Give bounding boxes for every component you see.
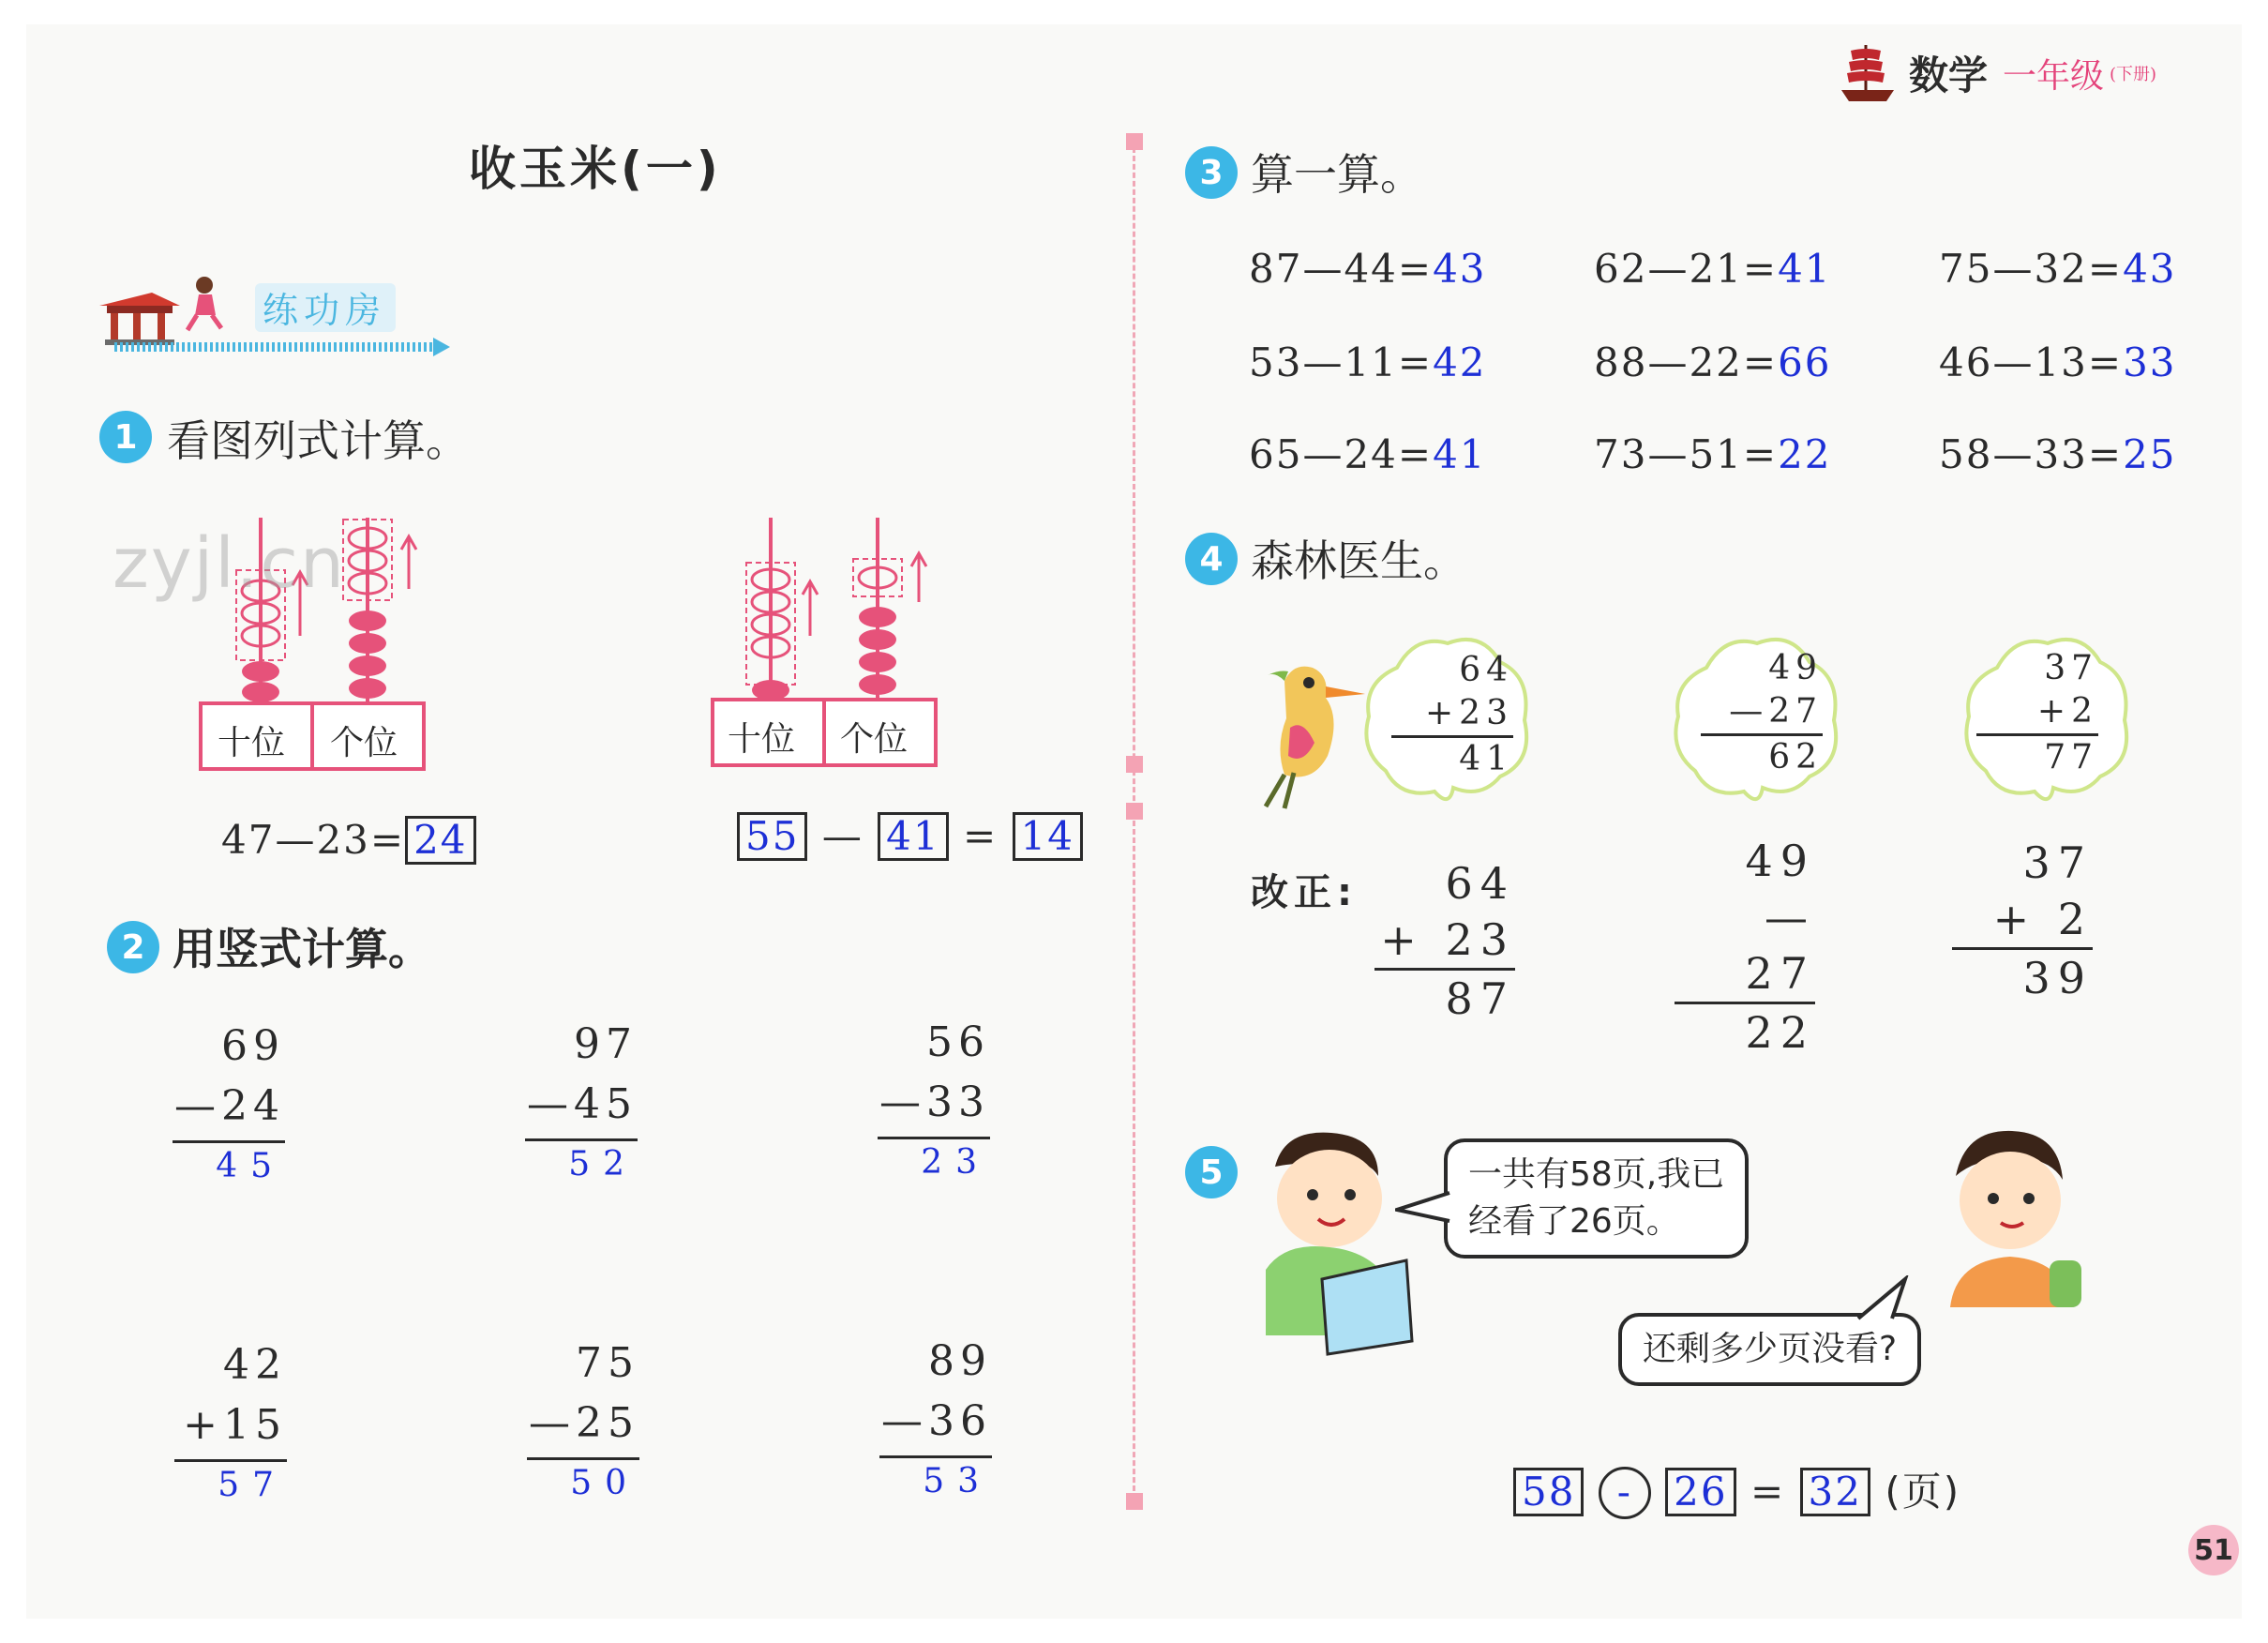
vcalc-6-result[interactable]: 53	[923, 1462, 992, 1500]
vertical-calc-1	[173, 1017, 285, 1190]
correction-3-bottom: + 2	[1992, 894, 2093, 944]
correction-2-top: 49	[1745, 836, 1815, 886]
vcalc-2-result[interactable]: 52	[568, 1145, 638, 1183]
q2-text: 用竖式计算。	[173, 924, 431, 974]
q3-item-1-expr: 87—44=	[1249, 246, 1434, 292]
q3-item-5-expr: 88—22=	[1594, 339, 1779, 385]
q3-item-2-expr: 62—21=	[1594, 246, 1779, 292]
vcalc-1-bottom: —24	[174, 1082, 285, 1130]
q3-item-8-expr: 73—51=	[1594, 431, 1779, 477]
q3-item-9-expr: 58—33=	[1939, 431, 2124, 477]
abacus-2-ones-label: 个位	[840, 720, 909, 759]
correction-1-bottom: + 23	[1380, 914, 1515, 965]
q3-item-4-expr: 53—11=	[1249, 339, 1434, 385]
vcalc-5-bottom: —25	[529, 1399, 639, 1447]
grade-label: 一年级	[2003, 56, 2105, 96]
q3-item-6-answer[interactable]: 33	[2123, 339, 2177, 385]
q3-item-8	[1594, 431, 1832, 477]
q3-item-1-answer[interactable]: 43	[1433, 246, 1487, 292]
divider-marker-mid1	[1126, 756, 1143, 773]
vcalc-3-top: 56	[926, 1018, 990, 1066]
vertical-calc-4	[174, 1335, 287, 1509]
bubble-calc-1	[1391, 649, 1513, 781]
q5-number: 5	[1185, 1146, 1238, 1198]
speech-bubble-1	[1444, 1138, 1749, 1259]
bubble-2-result: 62	[1768, 738, 1823, 776]
correction-2-result[interactable]: 22	[1745, 1007, 1815, 1058]
bubble-3-bottom: +2	[2036, 692, 2098, 731]
correction-3-result[interactable]: 39	[2022, 953, 2093, 1003]
abacus-1-ones-label: 个位	[330, 724, 398, 762]
q4-text: 森林医生。	[1251, 535, 1466, 586]
abacus-2-tens-label: 十位	[728, 720, 796, 759]
q5-c[interactable]: 32	[1800, 1468, 1870, 1516]
q3-item-1	[1249, 246, 1487, 292]
q1-eq2-eq: =	[962, 813, 999, 859]
speech-1-line1: 一共有58页,我已	[1468, 1155, 1725, 1194]
bubble-calc-3	[1976, 647, 2098, 779]
q3-item-5	[1594, 339, 1832, 385]
woodpecker-icon	[1247, 653, 1369, 812]
vcalc-6-top: 89	[928, 1337, 992, 1385]
speech-1-tail	[1395, 1189, 1451, 1227]
bubble-1-bottom: +23	[1425, 694, 1513, 732]
q3-item-7	[1249, 431, 1487, 477]
drill-label: 练功房	[263, 290, 387, 331]
q1-text: 看图列式计算。	[167, 415, 469, 466]
bubble-2-bottom: —27	[1729, 692, 1823, 731]
q1-equation-2	[737, 812, 1083, 861]
q3-item-7-answer[interactable]: 41	[1433, 431, 1487, 477]
vcalc-4-top: 42	[223, 1341, 287, 1389]
junk-ship-icon	[1838, 39, 1898, 107]
q1-eq1-answer[interactable]: 24	[405, 816, 475, 865]
pavilion-icon	[99, 293, 180, 345]
q3-item-9	[1939, 431, 2177, 477]
boy-reading-icon	[1247, 1120, 1425, 1360]
q5-op[interactable]: -	[1599, 1467, 1651, 1519]
q1-eq2-b[interactable]: 41	[878, 812, 948, 861]
bubble-calc-2	[1701, 647, 1823, 779]
q5-unit: (页)	[1885, 1469, 1961, 1515]
q3-item-5-answer[interactable]: 66	[1778, 339, 1832, 385]
q3-item-9-answer[interactable]: 25	[2123, 431, 2177, 477]
bubble-3-result: 77	[2044, 738, 2098, 776]
correction-2	[1675, 833, 1815, 1061]
q5-eq: =	[1750, 1469, 1786, 1515]
q3-item-4-answer[interactable]: 42	[1433, 339, 1487, 385]
q5-a[interactable]: 58	[1513, 1468, 1584, 1516]
page-number: 51	[2188, 1525, 2239, 1575]
q1-eq2-minus: —	[821, 813, 864, 859]
vcalc-5-top: 75	[576, 1339, 639, 1387]
q2-number: 2	[107, 921, 159, 973]
correction-1-top: 64	[1445, 858, 1515, 909]
brand-header	[1838, 36, 2156, 111]
bubble-1-result: 41	[1459, 740, 1513, 778]
q3-text: 算一算。	[1251, 149, 1423, 200]
boy-thinking-icon	[1937, 1120, 2087, 1326]
lesson-title: 收玉米(一)	[469, 142, 722, 196]
q5-b[interactable]: 26	[1665, 1468, 1735, 1516]
correction-1	[1374, 855, 1515, 1027]
subject-label: 数学	[1909, 53, 1989, 98]
q3-item-6-expr: 46—13=	[1939, 339, 2124, 385]
q3-item-6	[1939, 339, 2177, 385]
watermark: zyjl.cn	[113, 523, 346, 604]
page-divider	[1133, 139, 1135, 1508]
correction-2-bottom: — 27	[1745, 892, 1815, 999]
bubble-1-top: 64	[1459, 651, 1513, 689]
vertical-calc-3	[878, 1013, 990, 1186]
q3-item-7-expr: 65—24=	[1249, 431, 1434, 477]
q1-eq2-a[interactable]: 55	[737, 812, 807, 861]
speech-2-tail	[1855, 1275, 1911, 1320]
vertical-calc-2	[525, 1015, 638, 1188]
vcalc-1-top: 69	[221, 1022, 285, 1070]
correction-3	[1952, 835, 2093, 1006]
vcalc-3-bottom: —33	[879, 1078, 990, 1126]
correction-3-top: 37	[2022, 837, 2093, 888]
correction-1-result[interactable]: 87	[1445, 973, 1515, 1024]
vcalc-4-result[interactable]: 57	[218, 1466, 287, 1504]
vcalc-2-top: 97	[574, 1020, 638, 1068]
q3-item-2	[1594, 246, 1832, 292]
q3-number: 3	[1185, 146, 1238, 199]
q1-equation-1	[221, 816, 476, 865]
vcalc-2-bottom: —45	[527, 1080, 638, 1128]
vcalc-1-result[interactable]: 45	[216, 1147, 285, 1185]
vcalc-4-bottom: +15	[183, 1401, 287, 1449]
q3-item-4	[1249, 339, 1487, 385]
q3-item-2-answer[interactable]: 41	[1778, 246, 1832, 292]
vertical-calc-6	[879, 1332, 992, 1505]
q3-item-8-answer[interactable]: 22	[1778, 431, 1832, 477]
q1-eq2-c[interactable]: 14	[1013, 812, 1083, 861]
q4-number: 4	[1185, 533, 1238, 585]
q1-eq1-expr: 47—23=	[221, 817, 406, 863]
bubble-3-top: 37	[2044, 649, 2098, 687]
vcalc-5-result[interactable]: 50	[570, 1464, 639, 1502]
q3-item-3-expr: 75—32=	[1939, 246, 2124, 292]
runner-girl-icon	[188, 277, 221, 330]
q1-number: 1	[99, 411, 152, 463]
vcalc-6-bottom: —36	[881, 1397, 992, 1445]
q3-item-3-answer[interactable]: 43	[2123, 246, 2177, 292]
divider-marker-top	[1126, 133, 1143, 150]
speech-bubble-2: 还剩多少页没看?	[1618, 1313, 1921, 1386]
bubble-2-top: 49	[1768, 649, 1823, 687]
q3-item-3	[1939, 246, 2177, 292]
divider-marker-mid2	[1126, 803, 1143, 820]
abacus-1-tens-label: 十位	[218, 724, 286, 762]
vertical-calc-5	[527, 1334, 639, 1507]
volume-label: (下册)	[2110, 65, 2157, 84]
q5-answer-equation	[1513, 1461, 1960, 1519]
correction-label: 改正:	[1251, 871, 1358, 914]
divider-marker-bottom	[1126, 1493, 1143, 1510]
vcalc-3-result[interactable]: 23	[921, 1143, 990, 1182]
speech-1-line2: 经看了26页。	[1468, 1202, 1680, 1241]
